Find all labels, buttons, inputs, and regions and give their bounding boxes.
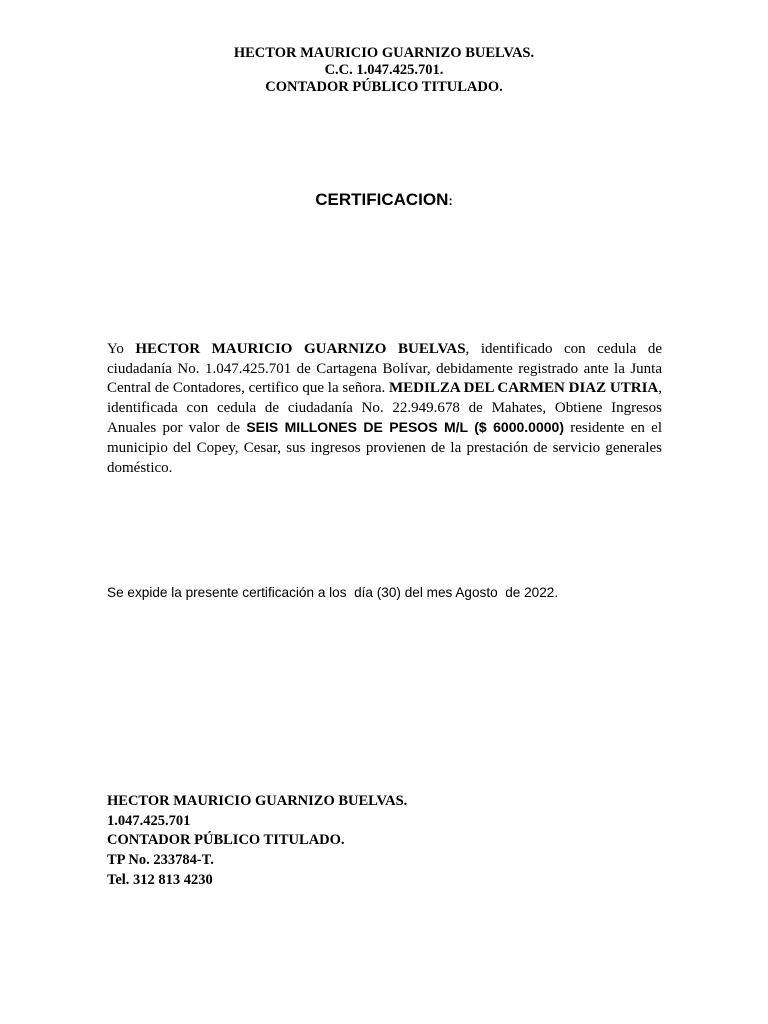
signature-tp: TP No. 233784-T. [107, 852, 214, 869]
body-certifier-name: HECTOR MAURICIO GUARNIZO BUELVAS [135, 341, 466, 357]
signature-phone: Tel. 312 813 4230 [107, 871, 213, 888]
letterhead-name: HECTOR MAURICIO GUARNIZO BUELVAS. [233, 45, 535, 61]
letterhead-profession: CONTADOR PÚBLICO TITULADO. [265, 79, 503, 95]
issue-statement: Se expide la presente certificación a los día (30) del mes Agosto de 2022. [107, 585, 559, 600]
certification-paragraph [107, 340, 662, 478]
signature-block [107, 792, 407, 891]
body-amount: SEIS MILLONES DE PESOS M/L ($ 6000.0000) [246, 419, 564, 436]
body-beneficiary-name: MEDILZA DEL CARMEN DIAZ UTRIA [389, 380, 659, 397]
title-colon: : [448, 193, 453, 208]
document-title [0, 189, 768, 212]
letterhead [0, 45, 768, 96]
letterhead-cc: C.C. 1.047.425.701. [324, 62, 444, 78]
body-part-1: Yo [107, 341, 136, 357]
body-part-7: residente en el municipio del Copey, Cesar, sus ingresos provienen de la prestación de servicio generales doméstico. [107, 420, 662, 476]
body-part-3: , identificado con cedula de ciudadanía No. 1.047.425.701 de Cartagena Bolívar, debidamente registrado ante la Junta Central de Contadores, certifico que la señora. [107, 341, 662, 397]
title-text: CERTIFICACION [315, 190, 449, 209]
signature-profession: CONTADOR PÚBLICO TITULADO. [107, 832, 345, 849]
signature-name: HECTOR MAURICIO GUARNIZO BUELVAS. [107, 793, 408, 809]
body-part-5: , identificada con cedula de ciudadanía No. 22.949.678 de Mahates, Obtiene Ingresos Anuales por valor de [107, 380, 662, 437]
signature-id: 1.047.425.701 [107, 812, 191, 829]
